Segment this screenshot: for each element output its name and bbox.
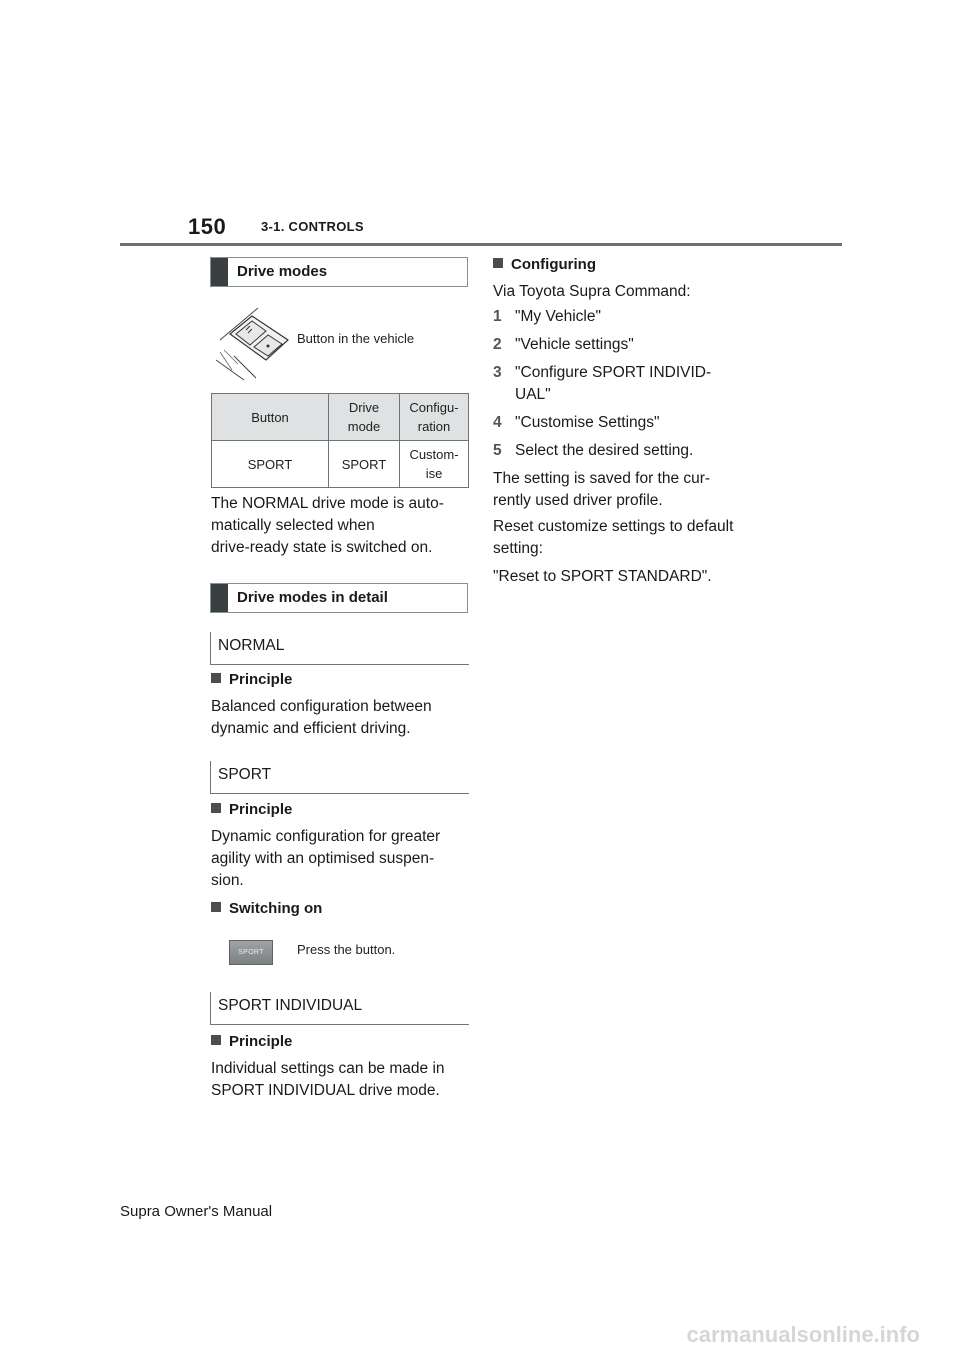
reset-value: "Reset to SPORT STANDARD". bbox=[493, 568, 712, 585]
step-number: 2 bbox=[493, 336, 502, 353]
text-line: Individual settings can be made in bbox=[211, 1060, 445, 1077]
text-line: rently used driver profile. bbox=[493, 492, 663, 509]
via-command-text: Via Toyota Supra Command: bbox=[493, 283, 691, 300]
footer-text: Supra Owner's Manual bbox=[120, 1203, 273, 1220]
text-line: agility with an optimised suspen- bbox=[211, 850, 435, 867]
mode-label-sport: SPORT bbox=[218, 766, 272, 783]
watermark: carmanualsonline.info bbox=[686, 1322, 920, 1347]
table-header-cell: Drive mode bbox=[329, 394, 400, 441]
text-line: matically selected when bbox=[211, 517, 375, 534]
drive-mode-table bbox=[211, 393, 469, 488]
text-line: The NORMAL drive mode is auto- bbox=[211, 495, 444, 512]
text-line: drive-ready state is switched on. bbox=[211, 539, 433, 556]
step-item bbox=[493, 306, 601, 328]
text-line: sion. bbox=[211, 872, 244, 889]
text-line: Dynamic configuration for greater bbox=[211, 828, 441, 845]
table-row bbox=[212, 441, 469, 488]
table-cell: Custom- ise bbox=[400, 441, 469, 488]
mode-block-sport bbox=[210, 761, 469, 794]
step-text: "My Vehicle" bbox=[515, 308, 601, 325]
table-header-cell: Configu- ration bbox=[400, 394, 469, 441]
step-number: 5 bbox=[493, 442, 502, 459]
normal-intro bbox=[211, 493, 444, 559]
step-text: Select the desired setting. bbox=[515, 442, 694, 459]
block-left-bar bbox=[210, 992, 211, 1025]
image-caption: Button in the vehicle bbox=[297, 331, 415, 346]
drive-mode-button-illustration bbox=[214, 300, 290, 384]
configuring-heading: Configuring bbox=[493, 256, 596, 273]
mode-block-normal bbox=[210, 632, 469, 665]
step-text: "Configure SPORT INDIVID- bbox=[515, 364, 712, 381]
table-cell: SPORT bbox=[329, 441, 400, 488]
square-bullet-icon bbox=[211, 1035, 221, 1045]
table-header-cell: Button bbox=[212, 394, 329, 441]
mode-label-normal: NORMAL bbox=[218, 637, 285, 654]
text-line: setting: bbox=[493, 540, 543, 557]
text-line: The setting is saved for the cur- bbox=[493, 470, 711, 487]
principle-heading-individual: Principle bbox=[211, 1033, 292, 1050]
switching-on-heading: Switching on bbox=[211, 900, 322, 917]
step-text-continued: UAL" bbox=[515, 386, 551, 403]
table-cell: SPORT bbox=[212, 441, 329, 488]
drive-modes-heading bbox=[210, 257, 468, 287]
block-left-bar bbox=[210, 632, 211, 665]
block-left-bar bbox=[210, 761, 211, 794]
step-number: 3 bbox=[493, 364, 502, 381]
principle-text-normal bbox=[211, 696, 432, 740]
reset-text bbox=[493, 516, 733, 560]
step-item bbox=[493, 440, 693, 462]
text-line: dynamic and efficient driving. bbox=[211, 720, 411, 737]
principle-text-sport bbox=[211, 826, 440, 892]
block-rule bbox=[210, 1024, 469, 1025]
principle-heading-sport: Principle bbox=[211, 801, 292, 818]
step-text: "Vehicle settings" bbox=[515, 336, 634, 353]
section-title: 3-1. CONTROLS bbox=[261, 219, 364, 234]
square-bullet-icon bbox=[211, 902, 221, 912]
square-bullet-icon bbox=[211, 673, 221, 683]
heading-bar bbox=[211, 258, 228, 286]
step-item bbox=[493, 412, 660, 434]
saved-text bbox=[493, 468, 710, 512]
block-rule bbox=[210, 664, 469, 665]
step-item bbox=[493, 334, 634, 356]
step-number: 1 bbox=[493, 308, 502, 325]
text-line: SPORT INDIVIDUAL drive mode. bbox=[211, 1082, 440, 1099]
heading-bar bbox=[211, 584, 228, 612]
press-button-text: Press the button. bbox=[297, 942, 396, 957]
mode-block-individual bbox=[210, 992, 469, 1025]
step-text: "Customise Settings" bbox=[515, 414, 660, 431]
header-rule bbox=[120, 243, 842, 246]
step-number: 4 bbox=[493, 414, 502, 431]
step-item bbox=[493, 362, 711, 406]
principle-text-individual bbox=[211, 1058, 445, 1102]
square-bullet-icon bbox=[211, 803, 221, 813]
mode-label-individual: SPORT INDIVIDUAL bbox=[218, 997, 363, 1014]
principle-heading-normal: Principle bbox=[211, 671, 292, 688]
block-rule bbox=[210, 793, 469, 794]
drive-modes-heading-text: Drive modes bbox=[237, 263, 328, 280]
detail-heading-text: Drive modes in detail bbox=[237, 589, 388, 606]
square-bullet-icon bbox=[493, 258, 503, 268]
drive-modes-detail-heading bbox=[210, 583, 468, 613]
page-number: 150 bbox=[188, 214, 227, 239]
text-line: Reset customize settings to default bbox=[493, 518, 734, 535]
text-line: Balanced configuration between bbox=[211, 698, 432, 715]
table-header-row bbox=[212, 394, 469, 441]
sport-button-icon: SPORT bbox=[229, 940, 273, 965]
